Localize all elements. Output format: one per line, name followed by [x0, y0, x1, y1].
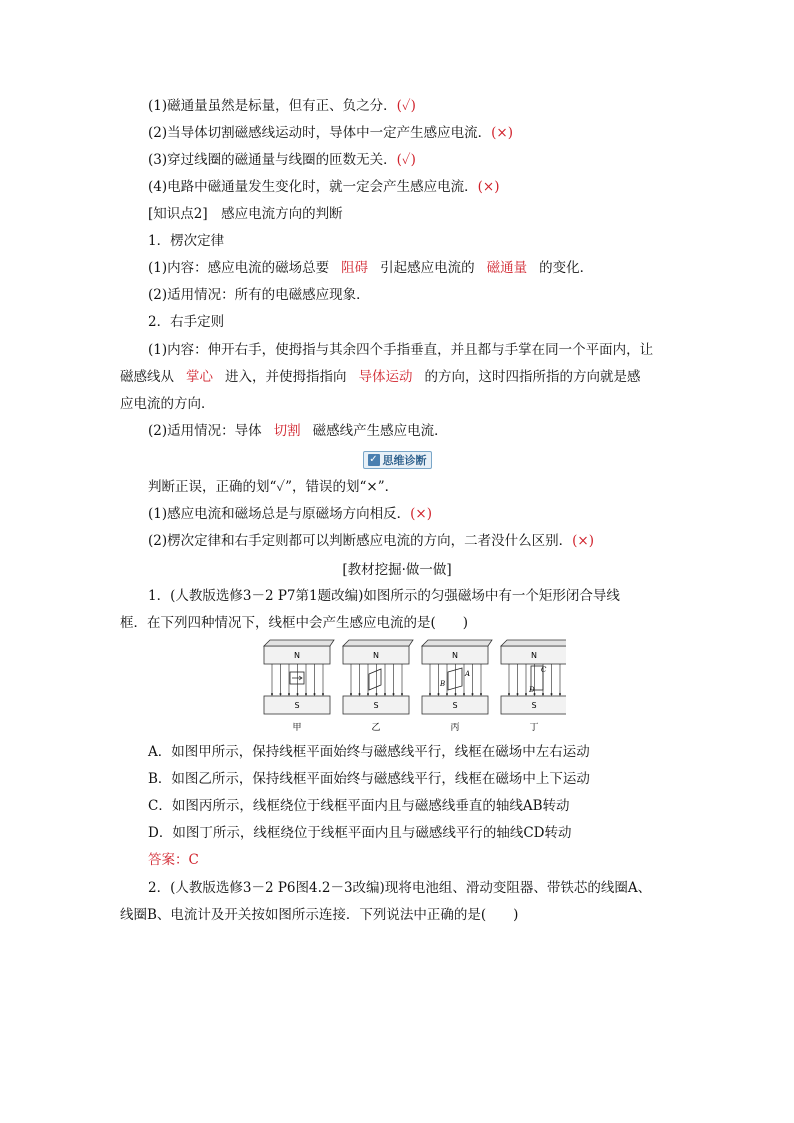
figure-panel [422, 640, 492, 733]
diagnosis-item-1: (1)感应电流和磁场总是与原磁场方向相反．(×) [148, 506, 432, 522]
pole-label: N [294, 651, 300, 660]
diagnosis-item-2: (2)楞次定律和右手定则都可以判断感应电流的方向，二者没什么区别．(×) [148, 533, 594, 549]
field-arrow [288, 693, 290, 695]
field-arrow [350, 693, 352, 695]
right-hand-rule-line-2: 磁感线从 掌心 进入，并使拇指指向 导体运动 的方向，这时四指所指的方向就是感 [120, 369, 641, 385]
answer-mark: (×) [410, 506, 432, 522]
pole-label: S [294, 701, 300, 710]
pole-label: N [373, 651, 379, 660]
diagnosis-badge-row [0, 450, 794, 469]
figure-panel [264, 640, 334, 733]
fill-blank: 掌心 [186, 369, 213, 385]
diagnosis-badge: ✓ 思维诊断 [363, 451, 432, 469]
right-hand-rule-line-3: 应电流的方向． [120, 396, 215, 412]
motion-arrow-icon [292, 676, 302, 680]
fill-blank: 切割 [273, 423, 301, 439]
subsection-title: 1．楞次定律 [148, 233, 225, 249]
option-c: C．如图丙所示，线框绕位于线框平面内且与磁感线垂直的轴线AB转动 [148, 798, 570, 814]
axis-label-c: C [541, 666, 547, 674]
field-arrow [297, 693, 299, 695]
right-hand-rule-line-1: (1)内容：伸开右手，使拇指与其余四个手指垂直，并且都与手掌在同一个平面内，让 [148, 342, 654, 358]
field-arrow [305, 693, 307, 695]
north-pole-top [501, 640, 566, 646]
field-arrow [314, 693, 316, 695]
north-pole-top [343, 640, 413, 646]
lenz-law-scope: (2)适用情况：所有的电磁感应现象． [148, 287, 370, 303]
field-arrow [463, 693, 465, 695]
judgment-item-3: (3)穿过线圈的磁通量与线圈的匝数无关．(✓) [148, 152, 416, 168]
field-arrow [446, 693, 448, 695]
option-a: A．如图甲所示，保持线框平面始终与磁感线平行，线框在磁场中左右运动 [148, 744, 590, 760]
judgment-item-4: (4)电路中磁通量发生变化时，就一定会产生感应电流．(×) [148, 179, 500, 195]
figure-caption: 乙 [371, 723, 381, 733]
axis-label-a: A [465, 670, 471, 678]
figure-caption: 丙 [450, 723, 460, 733]
diagnosis-intro: 判断正误，正确的划“✓”，错误的划“×”． [148, 479, 399, 495]
north-pole-top [264, 640, 334, 646]
pole-label: S [452, 701, 458, 710]
judgment-item-2: (2)当导体切割磁感线运动时，导体中一定产生感应电流．(×) [148, 125, 513, 141]
pole-label: N [531, 651, 537, 660]
figure-panel [343, 640, 413, 733]
figure-caption: 甲 [292, 723, 302, 733]
field-arrow [438, 693, 440, 695]
check-icon: ✓ [369, 454, 378, 465]
pole-label: N [452, 651, 458, 660]
field-arrow [542, 693, 544, 695]
figure-panel [501, 640, 566, 733]
field-arrow [384, 693, 386, 695]
coil-frame [369, 669, 381, 690]
field-arrow [455, 693, 457, 695]
pole-label: S [531, 701, 537, 710]
coil-frame [448, 668, 462, 690]
field-arrow [401, 693, 403, 695]
field-arrow [271, 693, 273, 695]
answer-mark: (×) [572, 533, 594, 549]
field-arrow [376, 693, 378, 695]
north-pole-top [422, 640, 492, 646]
question-2-line-1: 2．(人教版选修3－2 P6图4.2－3改编)现将电池组、滑动变阻器、带铁芯的线圈A、 [148, 880, 652, 896]
question-1-line-1: 1．(人教版选修3－2 P7第1题改编)如图所示的匀强磁场中有一个矩形闭合导线 [148, 588, 620, 604]
axis-label-d: D [529, 686, 535, 694]
axis-label-b: B [440, 680, 446, 688]
field-arrow [429, 693, 431, 695]
question-1-line-2: 框．在下列四种情况下，线框中会产生感应电流的是( ) [120, 615, 469, 631]
field-arrow [359, 693, 361, 695]
field-arrow [472, 693, 474, 695]
lenz-law-content: (1)内容：感应电流的磁场总要 阻碍 引起感应电流的 磁通量 的变化． [148, 260, 594, 276]
answer-mark: (×) [491, 125, 513, 141]
field-arrow [280, 693, 282, 695]
judgment-item-1: (1)磁通量虽然是标量，但有正、负之分．(✓) [148, 98, 416, 114]
option-d: D．如图丁所示，线框绕位于线框平面内且与磁感线平行的轴线CD转动 [148, 825, 572, 841]
field-arrow [508, 693, 510, 695]
magnetic-field-figure [262, 638, 566, 736]
textbook-heading: [教材挖掘·做一做] [342, 562, 452, 578]
fill-blank: 导体运动 [358, 369, 413, 385]
fill-blank: 磁通量 [486, 260, 528, 276]
figure-caption: 丁 [529, 723, 539, 733]
field-arrow [517, 693, 519, 695]
field-arrow [322, 693, 324, 695]
pole-label: S [373, 701, 379, 710]
section-heading: [知识点2] 感应电流方向的判断 [148, 206, 343, 222]
field-arrow [525, 693, 527, 695]
field-arrow [551, 693, 553, 695]
answer-mark: (✓) [396, 98, 416, 114]
right-hand-rule-scope: (2)适用情况：导体 切割 磁感线产生感应电流． [148, 423, 448, 439]
answer-mark: (✓) [396, 152, 416, 168]
option-b: B．如图乙所示，保持线框平面始终与磁感线平行，线框在磁场中上下运动 [148, 771, 590, 787]
field-arrow [367, 693, 369, 695]
subsection-title: 2．右手定则 [148, 314, 225, 330]
fill-blank: 阻碍 [341, 260, 369, 276]
answer-line: 答案：C [148, 852, 199, 868]
field-arrow [559, 693, 561, 695]
answer-mark: (×) [477, 179, 500, 195]
question-2-line-2: 线圈B、电流计及开关按如图所示连接．下列说法中正确的是( ) [120, 907, 519, 923]
field-arrow [480, 693, 482, 695]
field-arrow [393, 693, 395, 695]
